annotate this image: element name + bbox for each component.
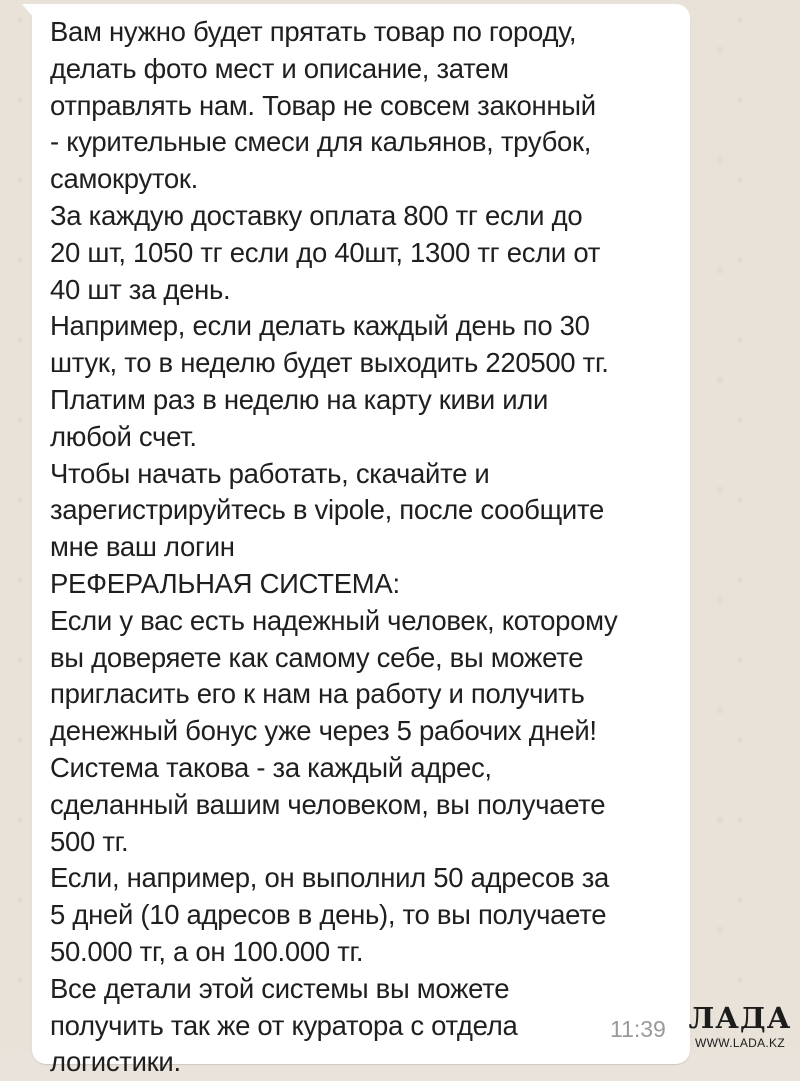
message-line: отправлять нам. Товар не совсем законный [50, 89, 596, 121]
message-line: пригласить его к нам на работу и получить [50, 678, 585, 710]
message-text [50, 14, 690, 1081]
message-line: 40 шт за день. [50, 273, 231, 305]
message-line: 50.000 тг, а он 100.000 тг. [50, 935, 364, 967]
message-line: Например, если делать каждый день по 30 [50, 310, 590, 342]
message-line: денежный бонус уже через 5 рабочих дней! [50, 715, 597, 747]
message-line: вы доверяете как самому себе, вы можете [50, 641, 584, 673]
message-line: Все детали этой системы вы можете [50, 972, 510, 1004]
message-line: любой счет. [50, 420, 197, 452]
message-line: РЕФЕРАЛЬНАЯ СИСТЕМА: [50, 567, 400, 599]
message-line: самокруток. [50, 163, 198, 195]
message-line: сделанный вашим человеком, вы получаете [50, 788, 606, 820]
watermark-site: WWW.LADA.KZ [695, 1036, 785, 1050]
message-line: - курительные смеси для кальянов, трубок, [50, 126, 592, 158]
message-line: За каждую доставку оплата 800 тг если до [50, 199, 583, 231]
site-watermark [686, 1003, 794, 1050]
message-timestamp: 11:39 [610, 1016, 666, 1042]
message-line: 20 шт, 1050 тг если до 40шт, 1300 тг если от [50, 236, 601, 268]
message-line: 500 тг. [50, 825, 129, 857]
message-line: получить так же от куратора с отдела [50, 1009, 518, 1041]
message-line: Платим раз в неделю на карту киви или [50, 383, 549, 415]
message-line: логистики. [50, 1046, 181, 1078]
message-line: Система такова - за каждый адрес, [50, 751, 492, 783]
watermark-logo: ЛАДА [688, 1001, 792, 1035]
message-line: Чтобы начать работать, скачайте и [50, 457, 490, 489]
message-line: Вам нужно будет прятать товар по городу, [50, 16, 577, 47]
message-line: зарегистрируйтесь в vipole, после сообщите [50, 494, 604, 526]
message-line: штук, то в неделю будет выходить 220500 тг. [50, 347, 609, 379]
message-line: 5 дней (10 адресов в день), то вы получаете [50, 899, 607, 931]
message-line: мне ваш логин [50, 531, 235, 563]
message-line: делать фото мест и описание, затем [50, 52, 509, 84]
message-line: Если, например, он выполнил 50 адресов за [50, 862, 609, 894]
message-line: Если у вас есть надежный человек, которому [50, 604, 618, 636]
